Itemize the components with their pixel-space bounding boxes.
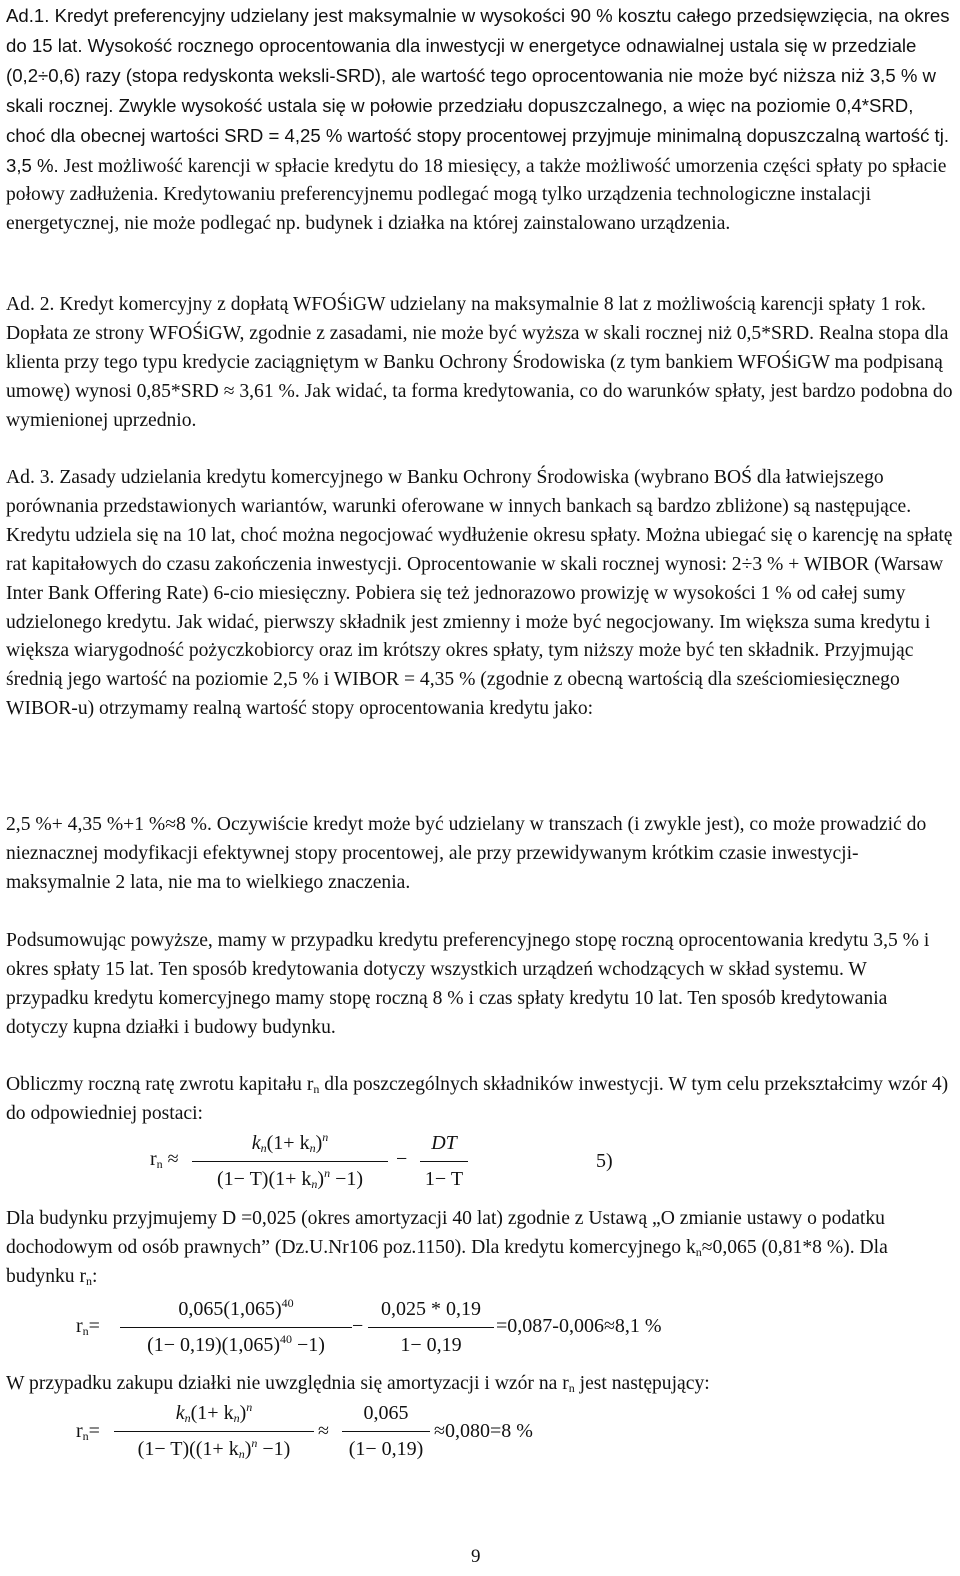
superscript-n: n xyxy=(251,1436,258,1450)
eq5-denominator-1 xyxy=(188,1168,392,1191)
paragraph-summary xyxy=(6,927,954,1043)
eq5-lhs xyxy=(150,1148,179,1171)
eqC-approx: ≈ xyxy=(318,1420,329,1442)
paragraph-ad3-part1: Ad. 3. Zasady udzielania kredytu komercyjnego w Banku Ochrony Środowiska (wybrano BOŚ dla łatwiejszego porównania przedstawionych wariantów, warunki oferowane w innych bankach są bardzo zbliżone) są następujące. Kredytu udziela się na 10 lat, choć można negocjować wydłużenie okresu spłaty. Można ubiegać się o karencję na spłatę rat kapitałowych do czasu zakończenia inwestycji. Oprocentowanie w skali rocznej wynosi: 2÷3 % + WIBOR (Warsaw Inter Bank Offering Rate) 6-cio miesięczny. Pobiera się też jednorazowo prowizję w wysokości 1 % od całej sumy udzielonego kredytu. Jak widać, pierwszy składnik jest zmienny i może być negocjowany. Im większa suma kredytu i większa wiarygodność pożyczkobiorcy oraz im krótszy okres spłaty, tym niższy może być ten składnik. Przyjmując średnią jego wartość na poziomie 2,5 % i WIBOR = 4,35 % (zgodnie z obecną wartością dla sześciomiesięcznego WIBOR-u) otrzymamy realną wartość stopy oprocentowania kredytu jako: xyxy=(6,467,953,720)
eq5-den-close: ) xyxy=(317,1168,325,1190)
eq5-numerator-1 xyxy=(192,1132,388,1155)
paragraph-ad2-part2: Realna stopa dla klienta przy tego typu kredycie zaciągniętym w Banku Ochrony Środowiska (z tym bankiem WFOŚiGW ma podpisaną umowę) wynosi 0,85*SRD ≈ 3,61 %. Jak widać, ta forma kredytowania, co do warunków spłaty, jest bardzo podobna do wymienionej uprzednio. xyxy=(6,322,953,431)
eqB-r: r xyxy=(76,1315,83,1337)
subscript-n: n xyxy=(568,1381,575,1395)
paragraph-ad1 xyxy=(6,2,954,239)
paragraph-ad2-part1: Ad. 2. Kredyt komercyjny z dopłatą WFOŚiGW udzielany na maksymalnie 8 lat z możliwością karencji spłaty 1 rok. Dopłata ze strony WFOŚiGW, zgodnie z zasadami, nie może być wyższa w skali rocznej niż 0,5*SRD. xyxy=(6,294,926,344)
eqC-num-part: (1+ k xyxy=(190,1402,234,1424)
eq5-denominator-2: 1− T xyxy=(424,1168,464,1190)
superscript-n: n xyxy=(246,1400,253,1414)
eqB-minus: − xyxy=(352,1315,364,1337)
eqB-numerator-2: 0,025 * 0,19 xyxy=(381,1298,481,1320)
eqC-result: ≈0,080=8 % xyxy=(434,1420,533,1442)
eqB-numerator-1 xyxy=(120,1298,352,1321)
eq5-den-part: (1− T)(1+ k xyxy=(216,1168,312,1190)
eq5-minus: − xyxy=(396,1148,408,1170)
subscript-n: n xyxy=(238,1447,245,1461)
eqC-denominator-2: (1− 0,19) xyxy=(348,1438,424,1460)
eqC-den-tail: −1) xyxy=(257,1438,291,1460)
eqC-numerator-1 xyxy=(114,1402,314,1425)
superscript-n: n xyxy=(322,1130,329,1144)
eqB-num: 0,065(1,065) xyxy=(178,1298,282,1320)
obliczmy-text-1: Obliczmy roczną ratę zwrotu kapitału r xyxy=(6,1074,314,1095)
page-number: 9 xyxy=(471,1546,481,1567)
budynek-text-3: : xyxy=(92,1265,98,1287)
paragraph-dzialka xyxy=(6,1370,954,1399)
budynek-text-1: Dla budynku przyjmujemy D =0,025 (okres amortyzacji 40 lat) zgodnie z Ustawą „O zmianie ustawy o podatku dochodowym od osób prawnych” (Dz.U.Nr106 poz.1150). Dla kredytu komercyjnego k xyxy=(6,1208,885,1258)
subscript-n: n xyxy=(311,1177,318,1191)
eq5-approx: ≈ xyxy=(167,1148,179,1170)
subscript-n: n xyxy=(695,1244,702,1259)
subscript-n: n xyxy=(86,1273,93,1288)
dzialka-text-2: jest następujący: xyxy=(574,1373,710,1394)
eq5-fraction-bar-1 xyxy=(192,1161,388,1162)
paragraph-ad1-part2: Jest możliwość karencji w spłacie kredytu do 18 miesięcy, a także możliwość umorzenia części spłaty po spłacie połowy zadłużenia. Kredytowaniu preferencyjnemu podlegać mogą tylko urządzenia technologiczne instalacji energetycznej, nie może podlegać np. budynek i działka na której zainstalowano urządzenia. xyxy=(6,155,947,235)
obliczmy-text-2: dla poszczególnych składników inwestycji. W tym celu przekształcimy wzór 4) do odpowiedniej postaci: xyxy=(6,1074,949,1124)
superscript-40: 40 xyxy=(279,1332,292,1346)
budynek-text-2: ≈0,065 (0,81*8 %). Dla budynku r xyxy=(6,1236,888,1287)
eqC-k: k xyxy=(175,1402,185,1424)
subscript-n: n xyxy=(313,1082,320,1096)
summary-text: Podsumowując powyższe, mamy w przypadku kredytu preferencyjnego stopę roczną oprocentowania kredytu 3,5 % i okres spłaty 15 lat. Ten sposób kredytowania dotyczy wszystkich urządzeń wchodzących w skład systemu. W przypadku kredytu komercyjnego mamy stopę roczną 8 % i czas spłaty kredytu 10 lat. Ten sposób kredytowania dotyczy kupna działki i budowy budynku. xyxy=(6,930,930,1038)
subscript-n: n xyxy=(156,1157,163,1171)
eqB-denominator-1 xyxy=(118,1334,354,1357)
superscript-n: n xyxy=(324,1166,331,1180)
eqC-equals: = xyxy=(88,1420,100,1442)
paragraph-ad1-part1: Ad.1. Kredyt preferencyjny udzielany jest maksymalnie w wysokości 90 % kosztu całego przedsięwzięcia, na okres do 15 lat. Wysokość rocznego oprocentowania dla inwestycji w energetyce odnawialnej ustala się w przedziale (0,2÷0,6) razy (stopa redyskonta weksli-SRD), ale wartość tego oprocentowania nie może być niższa niż 3,5 % w skali rocznej. Zwykle wysokość ustala się w połowie przedziału dopuszczalnego, a więc na poziomie 0,4*SRD, choć dla obecnej wartości SRD = 4,25 % wartość stopy procentowej przyjmuje minimalną dopuszczalną wartość tj. 3,5 %. xyxy=(6,5,950,176)
eqC-fraction-bar-2 xyxy=(342,1431,430,1432)
eq5-numerator-2: DT xyxy=(431,1132,457,1154)
paragraph-ad3-continued xyxy=(6,811,954,898)
paragraph-ad3-part2: 2,5 %+ 4,35 %+1 %≈8 %. Oczywiście kredyt może być udzielany w transzach (i zwykle jest), co może prowadzić do nieznacznej modyfikacji efektywnej stopy procentowej, ale przy przewidywanym krótkim czasie inwestycji- maksymalnie 2 lata, nie ma to wielkiego znaczenia. xyxy=(6,814,927,893)
eqC-r: r xyxy=(76,1420,83,1442)
eqB-equals: = xyxy=(88,1315,100,1337)
subscript-n: n xyxy=(82,1324,89,1338)
subscript-n: n xyxy=(82,1429,89,1443)
eqC-den-close: ) xyxy=(244,1438,252,1460)
eqC-lhs xyxy=(76,1420,100,1443)
subscript-n: n xyxy=(309,1141,316,1155)
eqC-fraction-bar-1 xyxy=(114,1431,314,1432)
eqB-fraction-bar-2 xyxy=(368,1327,494,1328)
subscript-n: n xyxy=(184,1411,191,1425)
eq5-fraction-bar-2 xyxy=(420,1161,468,1162)
eqB-denominator-2: 1− 0,19 xyxy=(400,1334,462,1356)
dzialka-text-1: W przypadku zakupu działki nie uwzględnia się amortyzacji i wzór na r xyxy=(6,1373,569,1394)
eqC-den-part: (1− T)((1+ k xyxy=(137,1438,239,1460)
eq5-num-close: ) xyxy=(315,1132,323,1154)
paragraph-ad2 xyxy=(6,291,954,436)
eqB-fraction-bar-1 xyxy=(120,1327,352,1328)
paragraph-obliczmy xyxy=(6,1071,954,1129)
subscript-n: n xyxy=(233,1411,240,1425)
eq5-den-tail: −1) xyxy=(330,1168,364,1190)
eqB-den-tail: −1) xyxy=(291,1334,325,1356)
eqB-lhs xyxy=(76,1315,100,1338)
eqC-numerator-2: 0,065 xyxy=(363,1402,409,1424)
eq5-num-part: (1+ k xyxy=(266,1132,310,1154)
eqB-result: =0,087-0,006≈8,1 % xyxy=(496,1315,662,1337)
eq5-r: r xyxy=(150,1148,157,1170)
eq5-k: k xyxy=(251,1132,261,1154)
eqB-den: (1− 0,19)(1,065) xyxy=(147,1334,280,1356)
eq5-label: 5) xyxy=(596,1150,613,1172)
superscript-40: 40 xyxy=(281,1296,294,1310)
paragraph-ad3 xyxy=(6,464,954,724)
paragraph-budynek xyxy=(6,1205,954,1292)
eqC-num-close: ) xyxy=(239,1402,247,1424)
subscript-n: n xyxy=(260,1141,267,1155)
eqC-denominator-1 xyxy=(110,1438,318,1461)
